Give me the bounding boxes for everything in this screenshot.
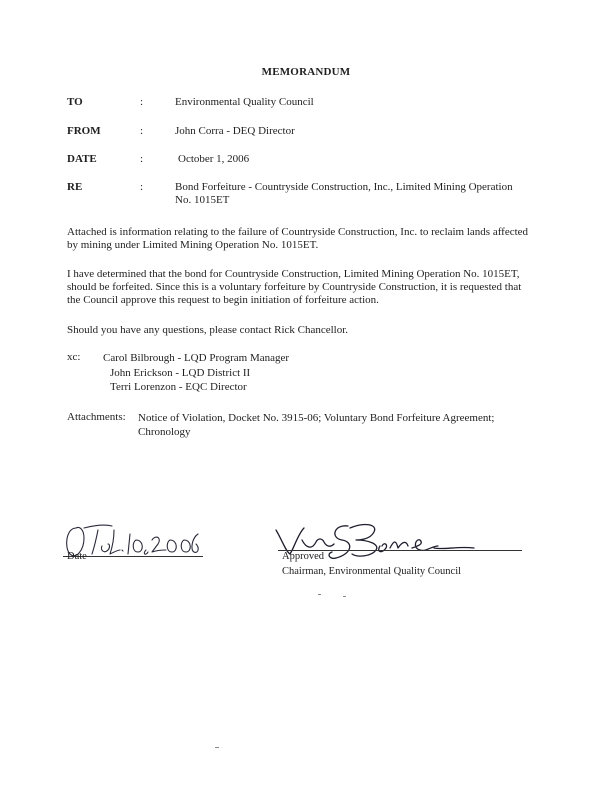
header-label: RE — [67, 181, 83, 193]
header-value: October 1, 2006 — [178, 153, 250, 165]
header-colon: : — [140, 96, 144, 108]
body-paragraph: I have determined that the bond for Countryside Construction, Limited Mining Operation No. 1015ET, should be forfeited. Since this is a voluntary forfeiture by Countryside Construction, it is requested that the Council approve this request to begin initiation of forfeiture action. — [67, 268, 522, 306]
attachments-label: Attachments: — [67, 411, 126, 423]
header-label: TO — [67, 96, 83, 108]
scan-speck — [343, 596, 346, 597]
date-label: Date — [67, 551, 87, 562]
header-label: FROM — [67, 125, 101, 137]
header-label: DATE — [67, 153, 97, 165]
header-value: John Corra - DEQ Director — [175, 125, 295, 137]
xc-label: xc: — [67, 351, 81, 363]
scan-speck — [215, 747, 219, 748]
header-colon: : — [140, 153, 144, 165]
header-value: Bond Forfeiture - Countryside Construction, Inc., Limited Mining Operation No. 1015ET — [175, 181, 513, 206]
header-value: Environmental Quality Council — [175, 96, 314, 108]
approver-title: Chairman, Environmental Quality Council — [282, 566, 462, 577]
scan-speck — [318, 594, 321, 595]
attachments-value: Notice of Violation, Docket No. 3915-06; Voluntary Bond Forfeiture Agreement; Chronology — [138, 412, 495, 438]
header-colon: : — [140, 125, 144, 137]
xc-recipient: John Erickson - LQD District II — [110, 366, 251, 379]
xc-recipient: Carol Bilbrough - LQD Program Manager — [103, 352, 290, 364]
memo-title: MEMORANDUM — [261, 66, 351, 78]
body-paragraph: Should you have any questions, please contact Rick Chancellor. — [67, 324, 349, 336]
header-colon: : — [140, 181, 144, 193]
xc-list — [103, 351, 289, 395]
approved-label: Approved — [282, 551, 324, 562]
body-paragraph: Attached is information relating to the failure of Countryside Construction, Inc. to reclaim lands affected by mining under Limited Mining Operation No. 1015ET. — [67, 226, 529, 251]
xc-recipient: Terri Lorenzon - EQC Director — [110, 381, 247, 393]
